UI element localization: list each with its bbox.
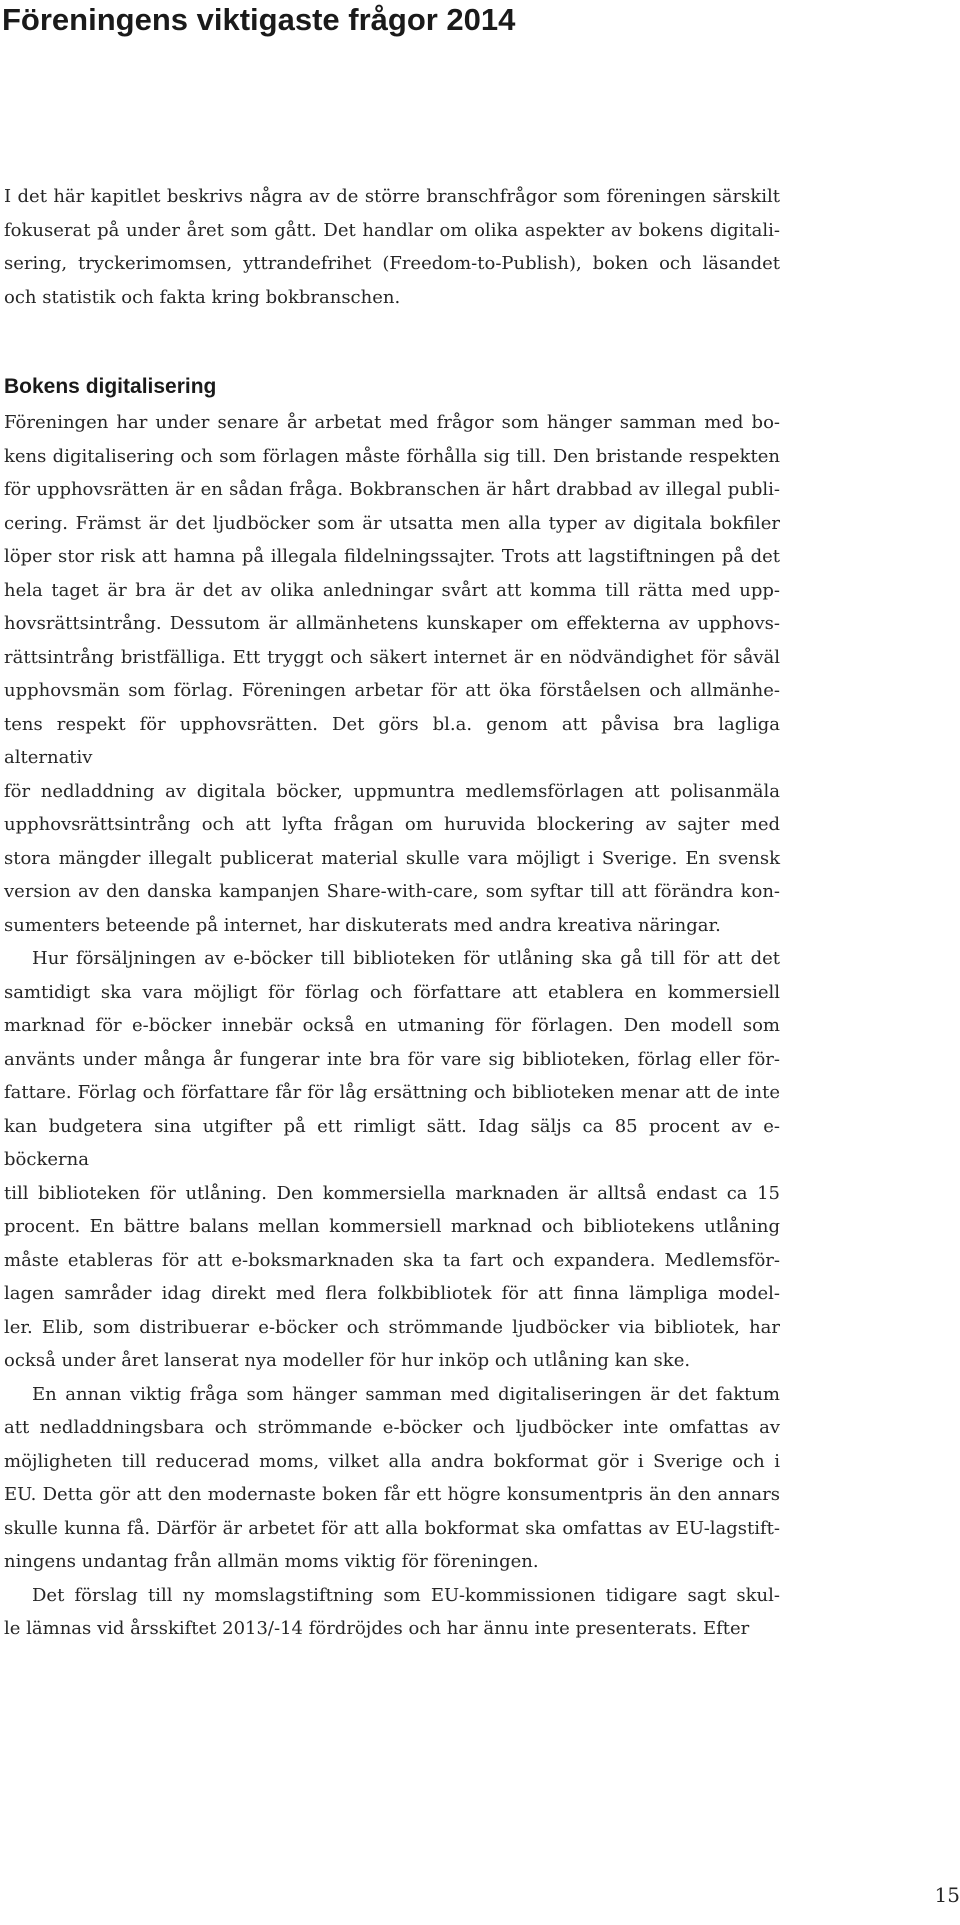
section-body bbox=[4, 406, 780, 1646]
text-line: ningens undantag från allmän moms viktig för föreningen. bbox=[4, 1551, 539, 1572]
text-line: le lämnas vid årsskiftet 2013/-14 fördröjdes och har ännu inte presenterats. Efter bbox=[4, 1618, 750, 1639]
text-line: hela taget är bra är det av olika anledningar svårt att komma till rätta med upp- bbox=[4, 579, 780, 601]
section-heading: Bokens digitalisering bbox=[4, 375, 217, 398]
page-number: 15 bbox=[934, 1883, 960, 1907]
text-line: möjligheten till reducerad moms, vilket alla andra bokformat gör i Sverige och i bbox=[4, 1450, 780, 1472]
text-line: cering. Främst är det ljudböcker som är utsatta men alla typer av digitala bokfiler bbox=[4, 512, 780, 534]
text-line: version av den danska kampanjen Share-with-care, som syftar till att förändra kon- bbox=[4, 881, 780, 902]
body-paragraph bbox=[4, 1378, 780, 1579]
text-line: också under året lanserat nya modeller för hur inköp och utlåning kan ske. bbox=[4, 1350, 691, 1371]
text-line: procent. En bättre balans mellan kommersiell marknad och bibliotekens utlåning bbox=[4, 1216, 780, 1237]
body-paragraph bbox=[4, 1579, 780, 1646]
intro-paragraph bbox=[4, 180, 780, 314]
text-line: använts under många år fungerar inte bra för vare sig biblioteken, förlag eller för- bbox=[4, 1048, 780, 1070]
text-line: till biblioteken för utlåning. Den kommersiella marknaden är alltså endast ca 15 bbox=[4, 1182, 780, 1204]
text-line: lagen samråder idag direkt med flera folkbibliotek för att finna lämpliga model- bbox=[4, 1283, 780, 1304]
text-line: kan budgetera sina utgifter på ett rimligt sätt. Idag säljs ca 85 procent av e-böckerna bbox=[4, 1115, 780, 1170]
body-paragraph bbox=[4, 942, 780, 1378]
text-line: hovsrättsintrång. Dessutom är allmänhetens kunskaper om effekterna av upphovs- bbox=[4, 613, 780, 634]
text-line: sumenters beteende på internet, har diskuterats med andra kreativa näringar. bbox=[4, 914, 721, 936]
text-line: och statistik och fakta kring bokbranschen. bbox=[4, 286, 401, 308]
text-line: sering, tryckerimomsen, yttrandefrihet (Freedom-to-Publish), boken och läsandet bbox=[4, 253, 780, 274]
text-line: Hur försäljningen av e-böcker till biblioteken för utlåning ska gå till för att det bbox=[32, 948, 780, 969]
text-line: upphovsrättsintrång och att lyfta frågan om huruvida blockering av sajter med bbox=[4, 814, 780, 835]
text-line: marknad för e-böcker innebär också en utmaning för förlagen. Den modell som bbox=[4, 1015, 780, 1036]
text-line: fokuserat på under året som gått. Det handlar om olika aspekter av bokens digitali- bbox=[4, 219, 780, 241]
text-line: EU. Detta gör att den modernaste boken får ett högre konsumentpris än den annars bbox=[4, 1484, 780, 1505]
text-line: måste etableras för att e-boksmarknaden ska ta fart och expandera. Medlemsför- bbox=[4, 1249, 780, 1271]
text-line: för upphovsrätten är en sådan fråga. Bokbranschen är hårt drabbad av illegal publi- bbox=[4, 479, 780, 500]
page-title: Föreningens viktigaste frågor 2014 bbox=[2, 2, 516, 37]
text-line: skulle kunna få. Därför är arbetet för att alla bokformat ska omfattas av EU-lagstift- bbox=[4, 1517, 780, 1539]
text-line: I det här kapitlet beskrivs några av de större branschfrågor som föreningen särskilt bbox=[4, 186, 780, 207]
text-line: Det förslag till ny momslagstiftning som EU-kommissionen tidigare sagt skul- bbox=[32, 1584, 780, 1606]
text-line: kens digitalisering och som förlagen måste förhålla sig till. Den bristande respekten bbox=[4, 445, 780, 467]
text-line: Föreningen har under senare år arbetat med frågor som hänger samman med bo- bbox=[4, 412, 780, 433]
text-line: upphovsmän som förlag. Föreningen arbetar för att öka förståelsen och allmänhe- bbox=[4, 680, 780, 701]
text-line: En annan viktig fråga som hänger samman med digitaliseringen är det faktum bbox=[32, 1383, 780, 1405]
text-line: fattare. Förlag och författare får för låg ersättning och biblioteken menar att de inte bbox=[4, 1082, 780, 1103]
text-line: stora mängder illegalt publicerat material skulle vara möjligt i Sverige. En svensk bbox=[4, 847, 780, 869]
text-line: att nedladdningsbara och strömmande e-böcker och ljudböcker inte omfattas av bbox=[4, 1417, 780, 1438]
section-bokens-digitalisering bbox=[4, 372, 780, 1646]
text-line: tens respekt för upphovsrätten. Det görs bl.a. genom att påvisa bra lagliga alternativ bbox=[4, 713, 780, 768]
text-line: samtidigt ska vara möjligt för förlag och författare att etablera en kommersiell bbox=[4, 981, 780, 1003]
body-paragraph bbox=[4, 406, 780, 942]
text-line: rättsintrång bristfälliga. Ett tryggt och säkert internet är en nödvändighet för såväl bbox=[4, 646, 780, 668]
text-line: löper stor risk att hamna på illegala fildelningssajter. Trots att lagstiftningen på det bbox=[4, 546, 780, 567]
text-line: ler. Elib, som distribuerar e-böcker och strömmande ljudböcker via bibliotek, har bbox=[4, 1316, 780, 1338]
text-line: för nedladdning av digitala böcker, uppmuntra medlemsförlagen att polisanmäla bbox=[4, 780, 780, 802]
